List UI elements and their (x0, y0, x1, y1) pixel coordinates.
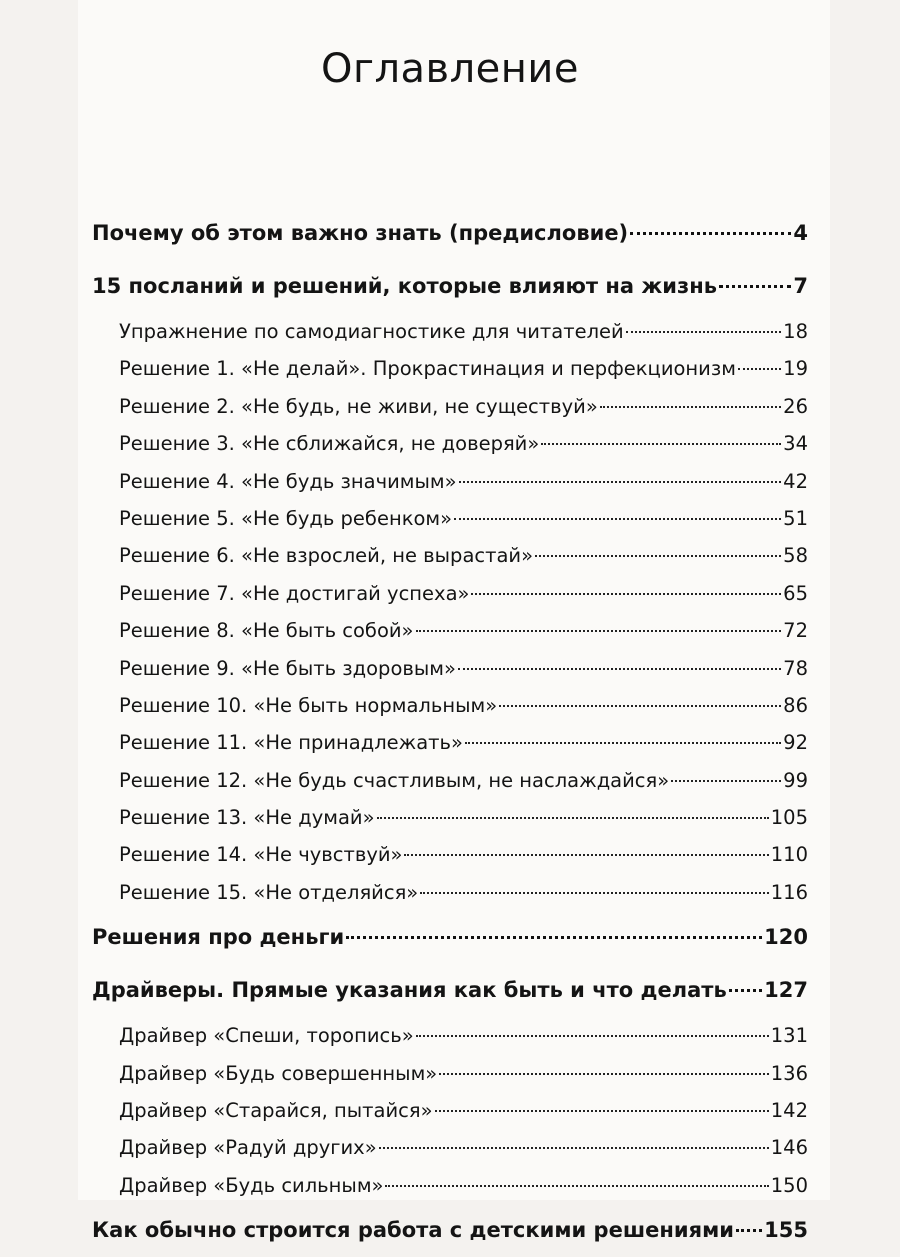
toc-page-number: 4 (793, 221, 808, 245)
toc-page-number: 58 (783, 544, 808, 568)
dot-leader (420, 892, 769, 894)
toc-entry-title: Решение 15. «Не отделяйся» (119, 880, 419, 904)
toc-subentry-row (92, 836, 808, 873)
toc-page-number: 18 (783, 320, 808, 343)
dot-leader (736, 1229, 762, 1232)
toc-subentry-row (92, 537, 808, 574)
toc-subentry-row (92, 1055, 808, 1092)
toc-entry-title: Почему об этом важно знать (предисловие) (92, 221, 629, 245)
toc-entry-title: Решения про деньги (92, 925, 345, 950)
dot-leader (379, 1147, 769, 1149)
dot-leader (404, 854, 768, 856)
page-title: Оглавление (320, 46, 580, 92)
toc-entry-title: Как обычно строится работа с детскими решениями (92, 1218, 734, 1243)
dot-leader (459, 481, 782, 483)
toc-page-number: 86 (783, 693, 808, 717)
toc-page-number: 7 (793, 274, 808, 298)
toc-page-number: 105 (770, 806, 808, 830)
dot-leader (385, 1185, 768, 1187)
toc-subentry-row (92, 463, 808, 500)
dot-leader (671, 780, 781, 782)
toc-chapter-row (92, 260, 808, 313)
dot-leader (435, 1110, 769, 1112)
toc-subentry-row (92, 1092, 808, 1129)
toc-entry-title: Решение 11. «Не принадлежать» (119, 731, 463, 755)
toc-subentry-row (92, 313, 808, 350)
dot-leader (416, 1035, 769, 1037)
toc-entry-title: Решение 13. «Не думай» (119, 806, 375, 830)
dot-leader (458, 668, 781, 670)
dot-leader (471, 593, 781, 595)
toc-entry-title: Драйвер «Радуй других» (119, 1136, 377, 1160)
toc-page-number: 51 (783, 506, 808, 530)
toc-page-number: 92 (783, 731, 808, 755)
toc-chapter-row (92, 207, 808, 260)
toc-page-number: 146 (770, 1136, 808, 1160)
toc-entry-title: Решение 14. «Не чувствуй» (119, 843, 403, 867)
toc-page-number: 155 (764, 1218, 808, 1243)
toc-page-number: 116 (770, 880, 808, 904)
toc-subentry-row (92, 425, 808, 462)
dot-leader (377, 817, 769, 819)
toc-entry-title: Драйвер «Старайся, пытайся» (119, 1099, 433, 1123)
dot-leader (626, 331, 781, 333)
toc-chapter-row (92, 1204, 808, 1257)
toc-subentry-row (92, 799, 808, 836)
toc-page-number: 131 (770, 1024, 808, 1048)
dot-leader (600, 406, 781, 408)
toc-subentry-row (92, 650, 808, 687)
toc-entry-title: 15 посланий и решений, которые влияют на жизнь (92, 274, 718, 298)
dot-leader (535, 555, 781, 557)
toc-subentry-row (92, 687, 808, 724)
toc-subentry-row (92, 575, 808, 612)
toc-page-number: 34 (783, 432, 808, 456)
dot-leader (738, 368, 781, 370)
toc-entry-title: Решение 5. «Не будь ребенком» (119, 506, 453, 530)
toc-subentry-row (92, 724, 808, 761)
toc-chapter-row (92, 964, 808, 1017)
toc-entry-title: Решение 1. «Не делай». Прокрастинация и перфекционизм (119, 357, 736, 381)
dot-leader (719, 285, 791, 288)
dot-leader (499, 705, 781, 707)
toc-page-number: 78 (783, 656, 808, 680)
toc-entry-title: Драйвер «Спеши, торопись» (119, 1024, 414, 1048)
dot-leader (346, 936, 762, 939)
toc-entry-title: Решение 4. «Не будь значимым» (119, 469, 457, 493)
toc-subentry-row (92, 874, 808, 911)
toc-subentry-row (92, 762, 808, 799)
toc-entry-title: Драйвер «Будь сильным» (119, 1173, 384, 1197)
toc-subentry-row (92, 500, 808, 537)
dot-leader (541, 443, 781, 445)
toc-entry-title: Драйвер «Будь совершенным» (119, 1061, 438, 1085)
toc-entry-title: Драйверы. Прямые указания как быть и что делать (92, 978, 727, 1003)
toc-subentry-row (92, 1129, 808, 1166)
toc-subentry-row (92, 388, 808, 425)
toc-subentry-row (92, 350, 808, 387)
toc-subentry-row (92, 612, 808, 649)
toc-entry-title: Решение 8. «Не быть собой» (119, 619, 414, 643)
table-of-contents (92, 207, 808, 1257)
toc-page-number: 110 (770, 843, 808, 867)
toc-chapter-row (92, 911, 808, 964)
toc-entry-title: Решение 7. «Не достигай успеха» (119, 581, 470, 605)
toc-entry-title: Решение 10. «Не быть нормальным» (119, 693, 498, 717)
toc-page-number: 65 (783, 581, 808, 605)
dot-leader (416, 630, 782, 632)
toc-page-number: 150 (770, 1173, 808, 1197)
toc-subentry-row (92, 1017, 808, 1054)
toc-page-number: 136 (770, 1061, 808, 1085)
toc-page-number: 72 (783, 619, 808, 643)
toc-page-number: 26 (783, 394, 808, 418)
toc-page-number: 142 (770, 1099, 808, 1123)
dot-leader (729, 989, 762, 992)
toc-entry-title: Решение 2. «Не будь, не живи, не существуй» (119, 394, 598, 418)
dot-leader (454, 518, 781, 520)
toc-page-number: 99 (783, 768, 808, 792)
toc-page-number: 120 (764, 925, 808, 950)
toc-entry-title: Решение 9. «Не быть здоровым» (119, 656, 456, 680)
toc-page-number: 19 (783, 357, 808, 381)
dot-leader (465, 742, 781, 744)
toc-entry-title: Решение 12. «Не будь счастливым, не наслаждайся» (119, 768, 670, 792)
toc-entry-title: Решение 6. «Не взрослей, не вырастай» (119, 544, 534, 568)
dot-leader (439, 1073, 769, 1075)
dot-leader (630, 232, 791, 235)
toc-entry-title: Решение 3. «Не сближайся, не доверяй» (119, 432, 540, 456)
toc-entry-title: Упражнение по самодиагностике для читателей (119, 320, 624, 343)
toc-subentry-row (92, 1167, 808, 1204)
toc-page-number: 127 (764, 978, 808, 1003)
toc-page-number: 42 (783, 469, 808, 493)
